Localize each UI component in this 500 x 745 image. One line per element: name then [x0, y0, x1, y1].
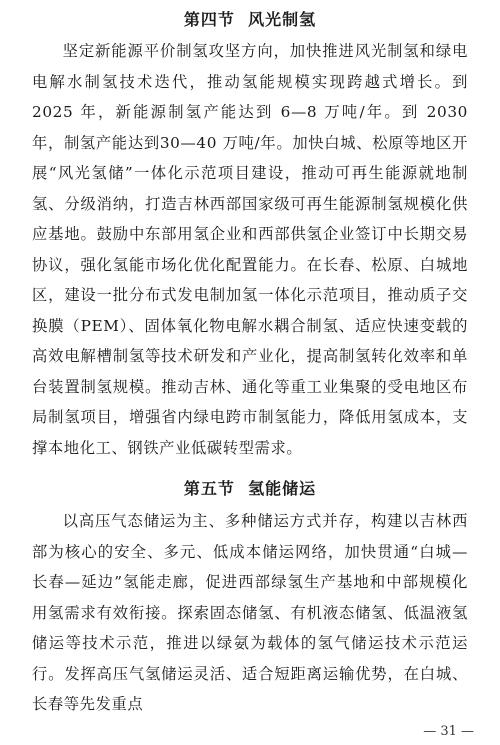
section-4-paragraph: 坚定新能源平价制氢攻坚方向，加快推进风光制氢和绿电电解水制氢技术迭代，推动氢能规模实现跨越式增长。到 2025 年，新能源制氢产能达到 6—8 万吨/年。到 2030 年，制氢产能达到30—40 万吨/年。加快白城、松原等地区开展“风光氢储”一体化示范项目建设，推动可再生能源就地制氢、分级消纳，打造吉林西部国家级可再生能源制氢规模化供应基地。鼓励中东部用氢企业和西部供氢企业签订中长期交易协议，强化氢能市场化优化配置能力。在长春、松原、白城地区，建设一批分布式发电制加氢一体化示范项目，推动质子交换膜（PEM）、固体氧化物电解水耦合制氢、适应快速变载的高效电解槽制氢等技术研发和产业化，提高制氢转化效率和单台装置制氢规模。推动吉林、通化等重工业集聚的受电地区布局制氢项目，增强省内绿电跨市制氢能力，降低用氢成本，支撑本地化工、钢铁产业低碳转型需求。 — [32, 42, 468, 457]
section-heading-5: 第五节 氢能储运 — [183, 479, 317, 498]
page-number: — 31 — — [423, 724, 474, 739]
section-5-paragraph: 以高压气态储运为主、多种储运方式并存，构建以吉林西部为核心的安全、多元、低成本储运网络，加快贯通“白城—长春—延边”氢能走廊，促进西部绿氢生产基地和中部规模化用氢需求有效衔接。探索固态储氢、有机液态储氢、低温液氢储运等技术示范，推进以绿氨为载体的氢气储运技术示范运行。发挥高压气氢储运灵活、适合短距离运输优势，在白城、长春等先发重点 — [32, 512, 468, 713]
section-heading-4: 第四节 风光制氢 — [183, 10, 317, 29]
